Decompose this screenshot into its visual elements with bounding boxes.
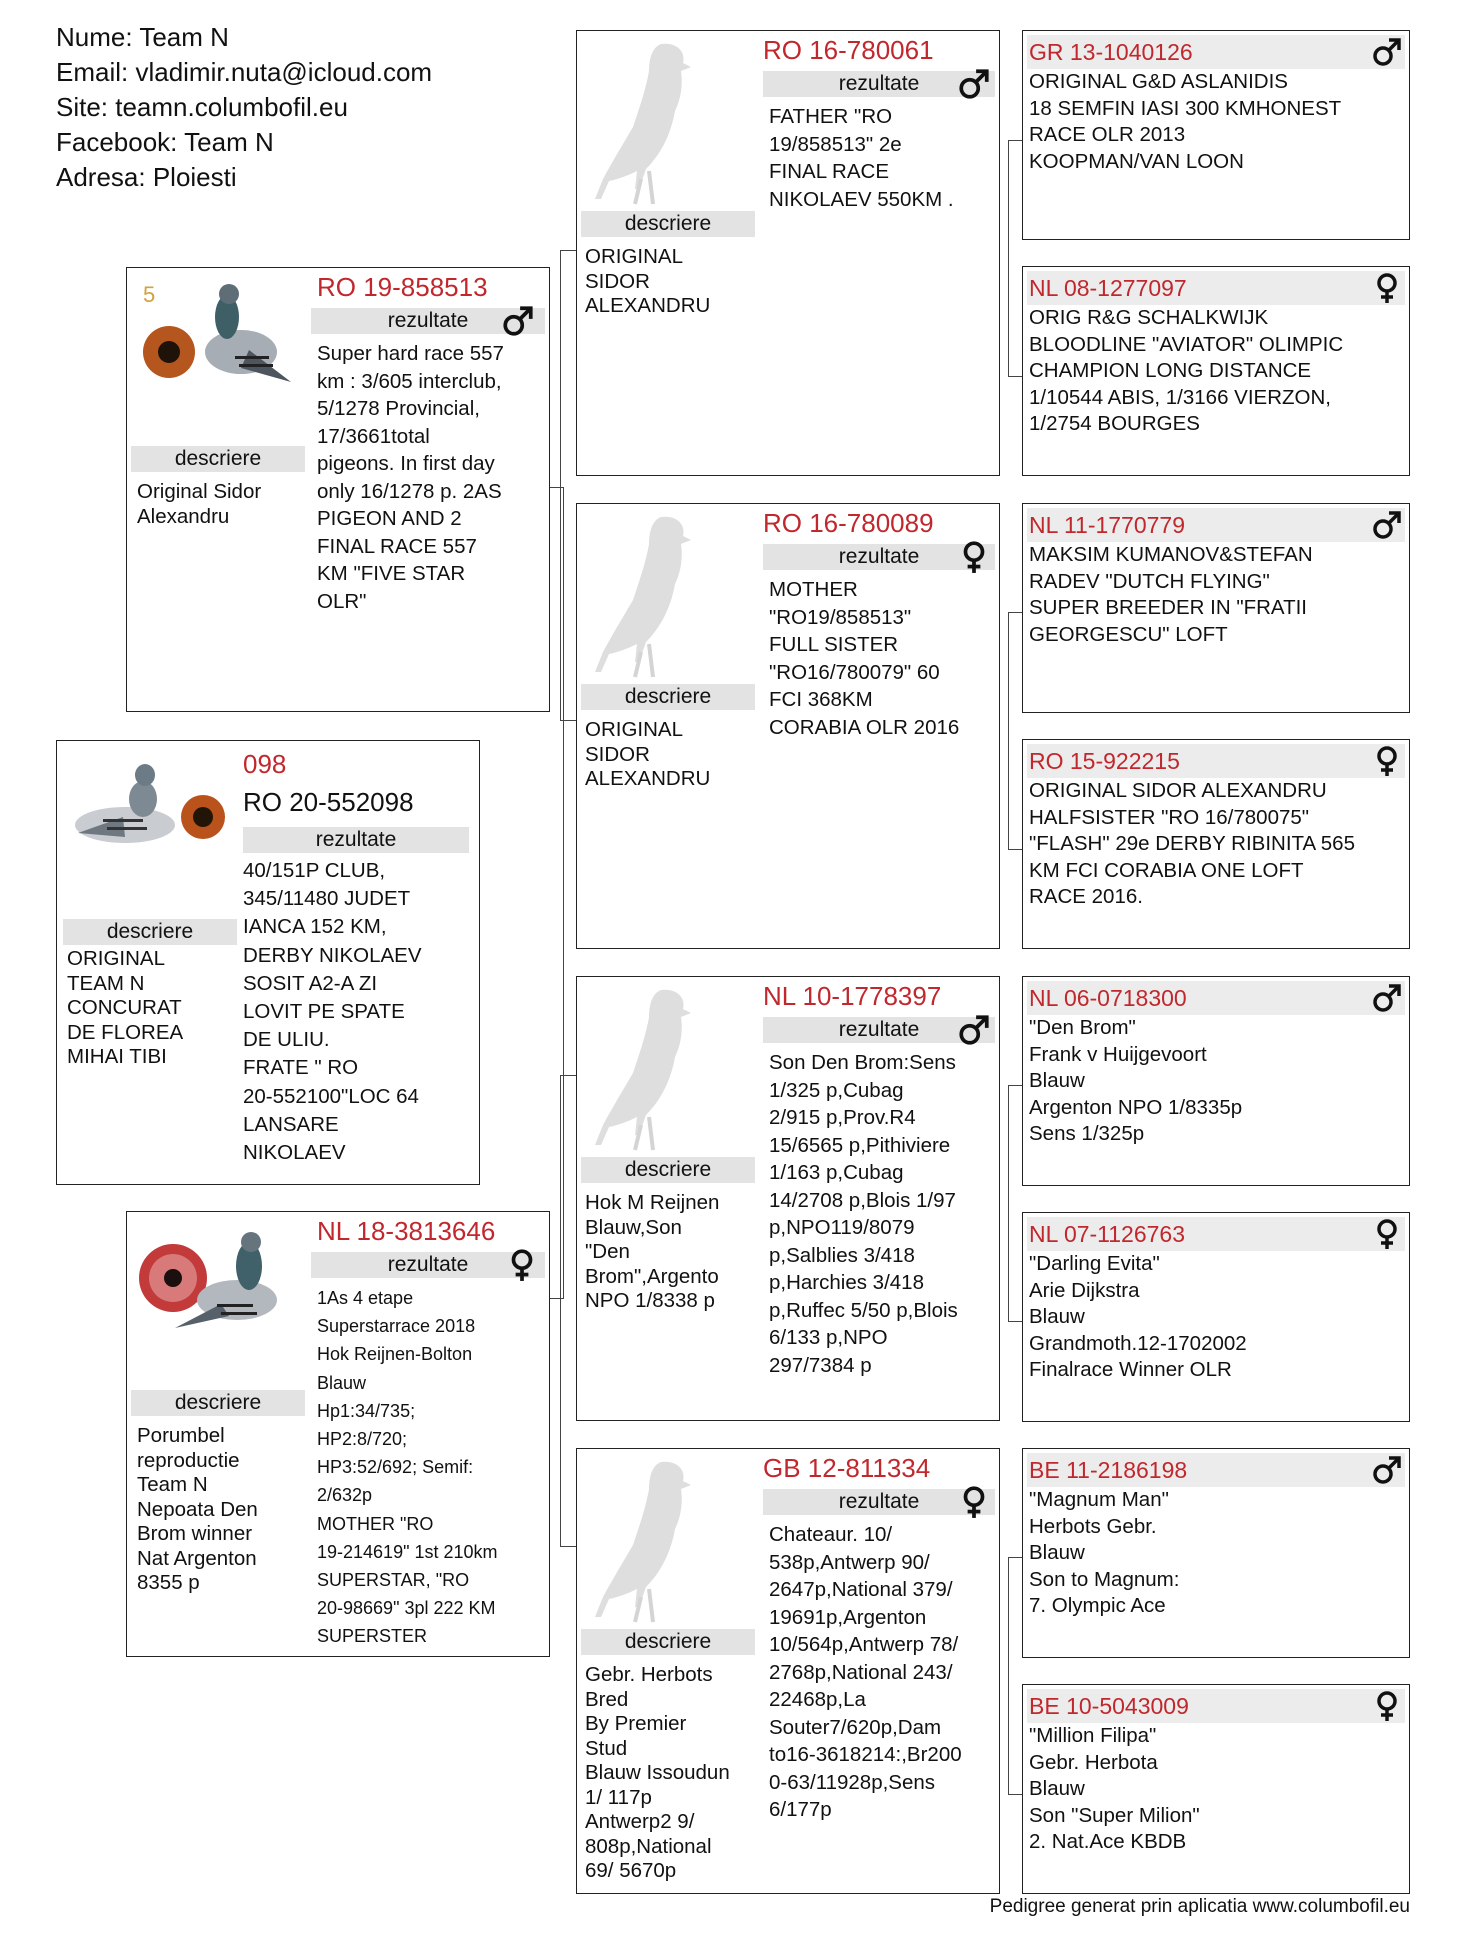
connector-gp3 (1008, 1085, 1023, 1322)
female-icon (1371, 272, 1403, 304)
pigeon-silhouette (591, 39, 711, 209)
sire-description: Original Sidor Alexandru (137, 480, 262, 528)
male-icon (1371, 1454, 1403, 1486)
sire-ring: RO 19-858513 (317, 272, 488, 302)
ancestor-8-text: "Million Filipa" Gebr. Herbota Blauw Son "Super Milion" 2. Nat.Ace KBDB (1029, 1724, 1200, 1853)
ancestor-8-ring: BE 10-5043009 (1029, 1693, 1189, 1719)
ancestor-6-ring: NL 07-1126763 (1029, 1221, 1186, 1247)
ancestor-4-ring: RO 15-922215 (1029, 748, 1180, 774)
ancestor-5-text: "Den Brom" Frank v Huijgevoort Blauw Argenton NPO 1/8335p Sens 1/325p (1029, 1016, 1243, 1145)
pigeon-silhouette (591, 985, 711, 1155)
subject-ring: RO 20-552098 (243, 787, 414, 817)
owner-address: Adresa: Ploiesti (56, 162, 237, 192)
male-icon (957, 67, 991, 101)
dam-ring: NL 18-3813646 (317, 1216, 496, 1246)
dam-results-label: rezultate (311, 1252, 545, 1278)
ancestor-card-4[interactable] (1022, 739, 1410, 949)
male-icon (1371, 36, 1403, 68)
gp3-ring: NL 10-1778397 (763, 981, 942, 1011)
male-icon (501, 304, 535, 338)
subject-description-label: descriere (63, 919, 237, 945)
gp3-results: Son Den Brom:Sens 1/325 p,Cubag 2/915 p,Prov.R4 15/6565 p,Pithiviere 1/163 p,Cubag 14/2708 p,Blois 1/97 p,NPO119/8079 p,Salblies 3/418 p,Harchies 3/418 p,Ruffec 5/50 p,Blois 6/133 p,NPO 297/7384 p (769, 1051, 958, 1377)
ancestor-card-2[interactable] (1022, 266, 1410, 476)
male-icon (957, 1013, 991, 1047)
female-icon (1371, 1218, 1403, 1250)
gp1-results-label: rezultate (763, 71, 995, 97)
gp2-description: ORIGINAL SIDOR ALEXANDRU (585, 718, 711, 790)
ancestor-2-ring: NL 08-1277097 (1029, 275, 1187, 301)
ancestor-3-text: MAKSIM KUMANOV&STEFAN RADEV "DUTCH FLYING" SUPER BREEDER IN "FRATII GEORGESCU" LOFT (1029, 543, 1313, 646)
dam-card[interactable] (126, 1211, 550, 1657)
sire-photo (131, 272, 295, 406)
gp4-results-label: rezultate (763, 1489, 995, 1515)
ancestor-5-ring: NL 06-0718300 (1029, 985, 1187, 1011)
gp2-description-label: descriere (581, 684, 755, 710)
sire-description-label: descriere (131, 446, 305, 472)
grandparent-card-4[interactable] (576, 1448, 1000, 1894)
pigeon-silhouette (591, 512, 711, 682)
owner-name: Nume: Team N (56, 22, 229, 52)
ancestor-3-ring: NL 11-1770779 (1029, 512, 1186, 538)
sire-results: Super hard race 557 km : 3/605 interclub, 5/1278 Provincial, 17/3661total pigeons. In first day only 16/1278 p. 2AS PIGEON AND 2 FINAL RACE 557 KM "FIVE STAR OLR" (317, 342, 504, 613)
gp1-description: ORIGINAL SIDOR ALEXANDRU (585, 245, 711, 317)
subject-card[interactable] (56, 740, 480, 1185)
female-icon (505, 1248, 539, 1282)
owner-facebook: Facebook: Team N (56, 127, 274, 157)
connector-gp1 (1008, 140, 1023, 377)
gp3-description-label: descriere (581, 1157, 755, 1183)
subject-photo (63, 747, 233, 875)
owner-email[interactable]: Email: vladimir.nuta@icloud.com (56, 57, 433, 87)
svg-text:5: 5 (143, 282, 156, 307)
gp4-ring: GB 12-811334 (763, 1453, 931, 1483)
female-icon (1371, 745, 1403, 777)
gp1-results: FATHER "RO 19/858513" 2e FINAL RACE NIKOLAEV 550KM . (769, 105, 954, 211)
gp2-results: MOTHER "RO19/858513" FULL SISTER "RO16/780079" 60 FCI 368KM CORABIA OLR 2016 (769, 578, 960, 739)
ancestor-card-5[interactable] (1022, 976, 1410, 1186)
ancestor-card-1[interactable] (1022, 30, 1410, 240)
connector-sire (560, 250, 577, 721)
owner-site[interactable]: Site: teamn.columbofil.eu (56, 92, 348, 122)
footer-credit: Pedigree generat prin aplicatia www.columbofil.eu (989, 1896, 1410, 1917)
connector-gp2 (1008, 612, 1023, 850)
subject-results-label: rezultate (243, 827, 469, 853)
subject-description: ORIGINAL TEAM N CONCURAT DE FLOREA MIHAI TIBI (67, 947, 184, 1068)
ancestor-4-text: ORIGINAL SIDOR ALEXANDRU HALFSISTER "RO 16/780075" "FLASH" 29e DERBY RIBINITA 565 KM FCI CORABIA ONE LOFT RACE 2016. (1029, 779, 1355, 908)
ancestor-card-7[interactable] (1022, 1448, 1410, 1658)
gp2-ring: RO 16-780089 (763, 508, 934, 538)
owner-info (56, 20, 432, 195)
male-icon (1371, 509, 1403, 541)
dam-description: Porumbel reproductie Team N Nepoata Den Brom winner Nat Argenton 8355 p (137, 1424, 258, 1594)
ancestor-1-text: ORIGINAL G&D ASLANIDIS 18 SEMFIN IASI 300 KMHONEST RACE OLR 2013 KOOPMAN/VAN LOON (1029, 70, 1342, 173)
gp1-ring: RO 16-780061 (763, 35, 934, 65)
sire-card[interactable] (126, 267, 550, 712)
ancestor-7-text: "Magnum Man" Herbots Gebr. Blauw Son to Magnum: 7. Olympic Ace (1029, 1488, 1180, 1617)
male-icon (1371, 982, 1403, 1014)
ancestor-card-3[interactable] (1022, 503, 1410, 713)
gp4-description-label: descriere (581, 1629, 755, 1655)
female-icon (957, 1485, 991, 1519)
female-icon (1371, 1690, 1403, 1722)
grandparent-card-2[interactable] (576, 503, 1000, 949)
subject-name: 098 (243, 749, 287, 779)
female-icon (957, 540, 991, 574)
ancestor-1-ring: GR 13-1040126 (1029, 39, 1193, 65)
connector-dam (560, 1075, 577, 1547)
gp1-description-label: descriere (581, 211, 755, 237)
dam-results: 1As 4 etape Superstarrace 2018 Hok Reijnen-Bolton Blauw Hp1:34/735; HP2:8/720; HP3:52/692; Semif: 2/632p MOTHER "RO 19-214619" 1st 210km SUPERSTAR, "RO 20-98669" 3pl 222 KM SUPERSTER (317, 1288, 498, 1647)
gp2-results-label: rezultate (763, 544, 995, 570)
gp3-description: Hok M Reijnen Blauw,Son "Den Brom",Argento NPO 1/8338 p (585, 1191, 720, 1312)
ancestor-7-ring: BE 11-2186198 (1029, 1457, 1188, 1483)
dam-photo (131, 1216, 295, 1356)
gp3-results-label: rezultate (763, 1017, 995, 1043)
connector-gp4 (1008, 1557, 1023, 1795)
grandparent-card-3[interactable] (576, 976, 1000, 1421)
ancestor-card-6[interactable] (1022, 1212, 1410, 1422)
subject-results: 40/151P CLUB, 345/11480 JUDET IANCA 152 KM, DERBY NIKOLAEV SOSIT A2-A ZI LOVIT PE SPATE DE ULIU. FRATE " RO 20-552100"LOC 64 LANSARE NIKOLAEV (243, 859, 422, 1165)
ancestor-2-text: ORIG R&G SCHALKWIJK BLOODLINE "AVIATOR" OLIMPIC CHAMPION LONG DISTANCE 1/10544 ABIS, 1/3166 VIERZON, 1/2754 BOURGES (1029, 306, 1344, 435)
gp4-description: Gebr. Herbots Bred By Premier Stud Blauw Issoudun 1/ 117p Antwerp2 9/ 808p,National 69/ 5670p (585, 1663, 730, 1882)
ancestor-6-text: "Darling Evita" Arie Dijkstra Blauw Grandmoth.12-1702002 Finalrace Winner OLR (1029, 1252, 1247, 1381)
dam-description-label: descriere (131, 1390, 305, 1416)
pigeon-silhouette (591, 1457, 711, 1627)
grandparent-card-1[interactable] (576, 30, 1000, 476)
ancestor-card-8[interactable] (1022, 1684, 1410, 1894)
sire-results-label: rezultate (311, 308, 545, 334)
gp4-results: Chateaur. 10/ 538p,Antwerp 90/ 2647p,National 379/ 19691p,Argenton 10/564p,Antwerp 78/ 2768p,National 243/ 22468p,La Souter7/620p,Dam to16-3618214:,Br200 0-63/11928p,Sens 6/177p (769, 1523, 962, 1821)
